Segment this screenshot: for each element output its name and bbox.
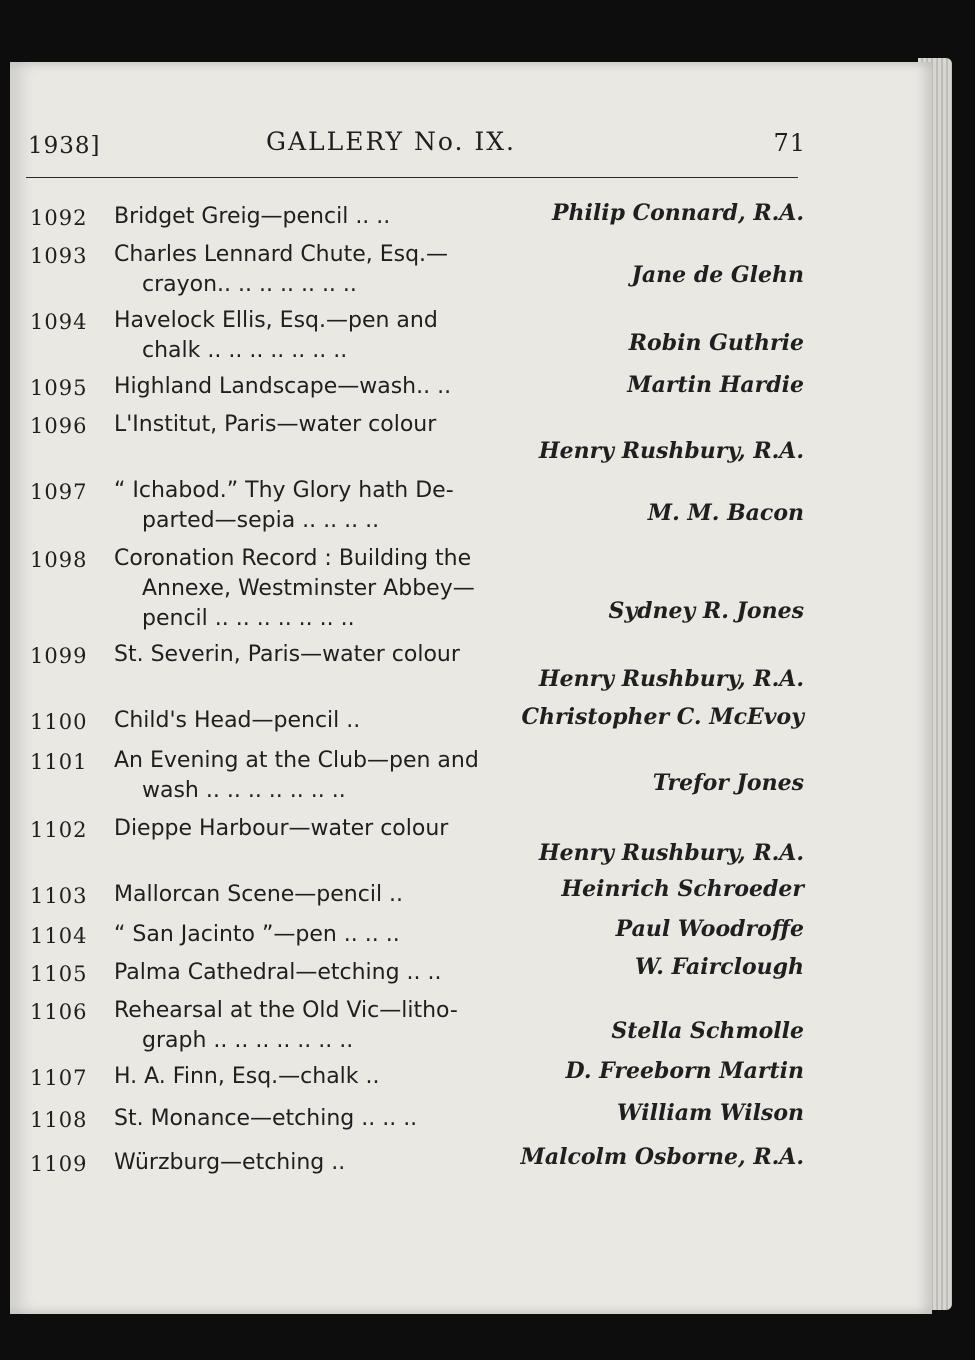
entry-description: Dieppe Harbour—water colour [114, 816, 449, 841]
entry-list [10, 62, 932, 1314]
entry-artist: Trefor Jones [652, 770, 804, 796]
entry-artist: Paul Woodroffe [615, 916, 804, 942]
entry-number: 1101 [30, 750, 88, 774]
entry-artist: Malcolm Osborne, R.A. [520, 1144, 804, 1170]
entry-number: 1095 [30, 376, 88, 400]
entry-description: Coronation Record : Building the Annexe, Westminster Abbey— pencil .. .. .. .. .. .. .. [114, 546, 475, 631]
entry-artist: Henry Rushbury, R.A. [538, 666, 804, 692]
entry-number: 1096 [30, 414, 88, 438]
entry-description: Charles Lennard Chute, Esq.— crayon.. .. .. .. .. .. .. [114, 242, 449, 297]
entry-artist: Christopher C. McEvoy [521, 704, 804, 730]
entry-artist: Robin Guthrie [628, 330, 804, 356]
entry-number: 1098 [30, 548, 88, 572]
entry-description: Highland Landscape—wash.. .. [114, 374, 452, 399]
entry-description: St. Severin, Paris—water colour [114, 642, 460, 667]
entry-artist: Henry Rushbury, R.A. [538, 840, 804, 866]
entry-number: 1107 [30, 1066, 88, 1090]
entry-number: 1092 [30, 206, 88, 230]
header-year: 1938] [28, 133, 101, 159]
entry-description: St. Monance—etching .. .. .. [114, 1106, 418, 1131]
entry-number: 1102 [30, 818, 88, 842]
entry-description: Havelock Ellis, Esq.—pen and chalk .. .. .. .. .. .. .. [114, 308, 438, 363]
entry-number: 1108 [30, 1108, 88, 1132]
entry-artist: Philip Connard, R.A. [551, 200, 804, 226]
entry-number: 1104 [30, 924, 88, 948]
entry-description: H. A. Finn, Esq.—chalk .. [114, 1064, 380, 1089]
page-number: 71 [773, 129, 806, 157]
entry-artist: D. Freeborn Martin [565, 1058, 804, 1084]
entry-number: 1099 [30, 644, 88, 668]
entry-description: L'Institut, Paris—water colour [114, 412, 437, 437]
entry-number: 1103 [30, 884, 88, 908]
entry-artist: W. Fairclough [634, 954, 804, 980]
entry-artist: William Wilson [616, 1100, 804, 1126]
entry-description: Rehearsal at the Old Vic—litho- graph .. .. .. .. .. .. .. [114, 998, 458, 1053]
entry-description: An Evening at the Club—pen and wash .. .. .. .. .. .. .. [114, 748, 479, 803]
entry-number: 1106 [30, 1000, 88, 1024]
entry-number: 1100 [30, 710, 88, 734]
entry-number: 1097 [30, 480, 88, 504]
entry-description: Mallorcan Scene—pencil .. [114, 882, 404, 907]
entry-artist: Jane de Glehn [631, 262, 804, 288]
entry-number: 1094 [30, 310, 88, 334]
entry-artist: M. M. Bacon [647, 500, 804, 526]
entry-description: Palma Cathedral—etching .. .. [114, 960, 442, 985]
page-title: GALLERY No. IX. [266, 127, 516, 156]
entry-number: 1109 [30, 1152, 88, 1176]
entry-description: Bridget Greig—pencil .. .. [114, 204, 391, 229]
entry-artist: Heinrich Schroeder [561, 876, 804, 902]
entry-number: 1093 [30, 244, 88, 268]
entry-artist: Henry Rushbury, R.A. [538, 438, 804, 464]
catalogue-page [10, 62, 932, 1314]
entry-artist: Stella Schmolle [611, 1018, 804, 1044]
entry-description: Child's Head—pencil .. [114, 708, 361, 733]
entry-description: “ San Jacinto ”—pen .. .. .. [114, 922, 400, 947]
entry-artist: Sydney R. Jones [608, 598, 804, 624]
entry-description: Würzburg—etching .. [114, 1150, 346, 1175]
entry-description: “ Ichabod.” Thy Glory hath De- parted—sepia .. .. .. .. [114, 478, 454, 533]
entry-number: 1105 [30, 962, 88, 986]
entry-artist: Martin Hardie [627, 372, 804, 398]
